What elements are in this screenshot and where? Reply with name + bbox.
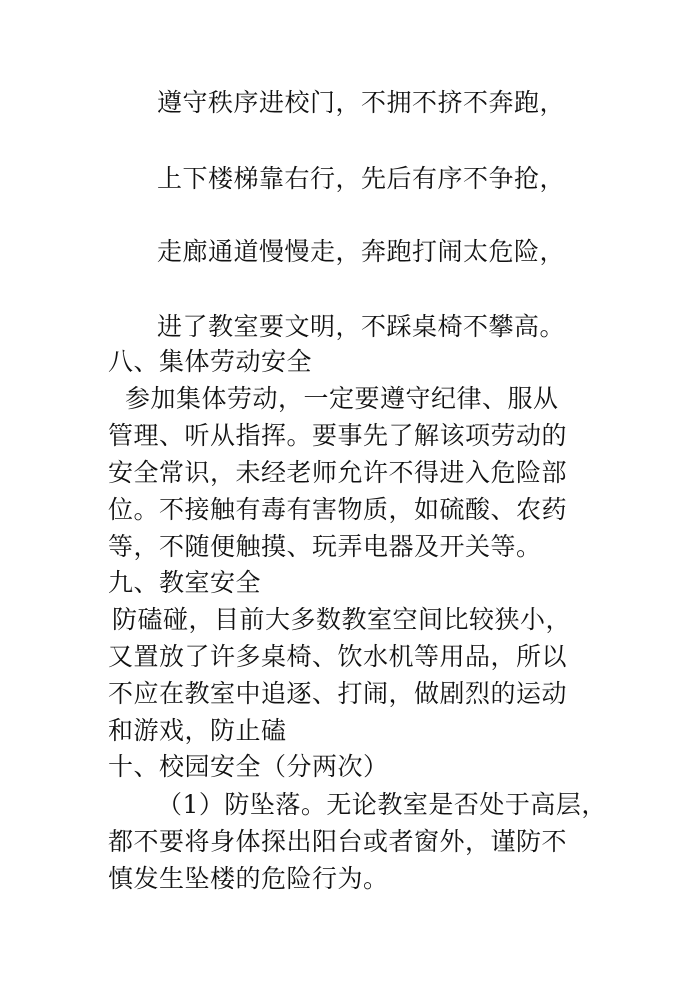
section-heading-9: 九、教室安全 [108, 568, 262, 597]
paragraph-line: 位。不接触有毒有害物质，如硫酸、农药 [108, 495, 568, 524]
poem-line: 上下楼梯靠右行，先后有序不争抢， [157, 164, 566, 193]
poem-line: 走廊通道慢慢走，奔跑打闹太危险， [157, 237, 566, 266]
paragraph-line: 不应在教室中追逐、打闹，做剧烈的运动 [108, 679, 568, 708]
poem-line: 进了教室要文明，不踩桌椅不攀高。 [157, 312, 566, 341]
poem-line: 遵守秩序进校门，不拥不挤不奔跑， [157, 88, 566, 117]
section-heading-10: 十、校园安全（分两次） [108, 752, 389, 781]
paragraph-line: 和游戏，防止磕 [108, 716, 287, 745]
paragraph-line: 都不要将身体探出阳台或者窗外，谨防不 [108, 827, 568, 856]
paragraph-line: 安全常识，未经老师允许不得进入危险部 [108, 458, 568, 487]
section-heading-8: 八、集体劳动安全 [108, 347, 313, 376]
paragraph-line: 参加集体劳动，一定要遵守纪律、服从 [125, 384, 559, 413]
paragraph-line: 慎发生坠楼的危险行为。 [108, 864, 389, 893]
paragraph-line: 防磕碰，目前大多数教室空间比较狭小， [112, 605, 572, 634]
paragraph-line: （1）防坠落。无论教室是否处于高层， [157, 790, 607, 819]
paragraph-line: 又置放了许多桌椅、饮水机等用品，所以 [108, 642, 568, 671]
paragraph-line: 等，不随便触摸、玩弄电器及开关等。 [108, 532, 542, 561]
paragraph-line: 管理、听从指挥。要事先了解该项劳动的 [108, 421, 568, 450]
